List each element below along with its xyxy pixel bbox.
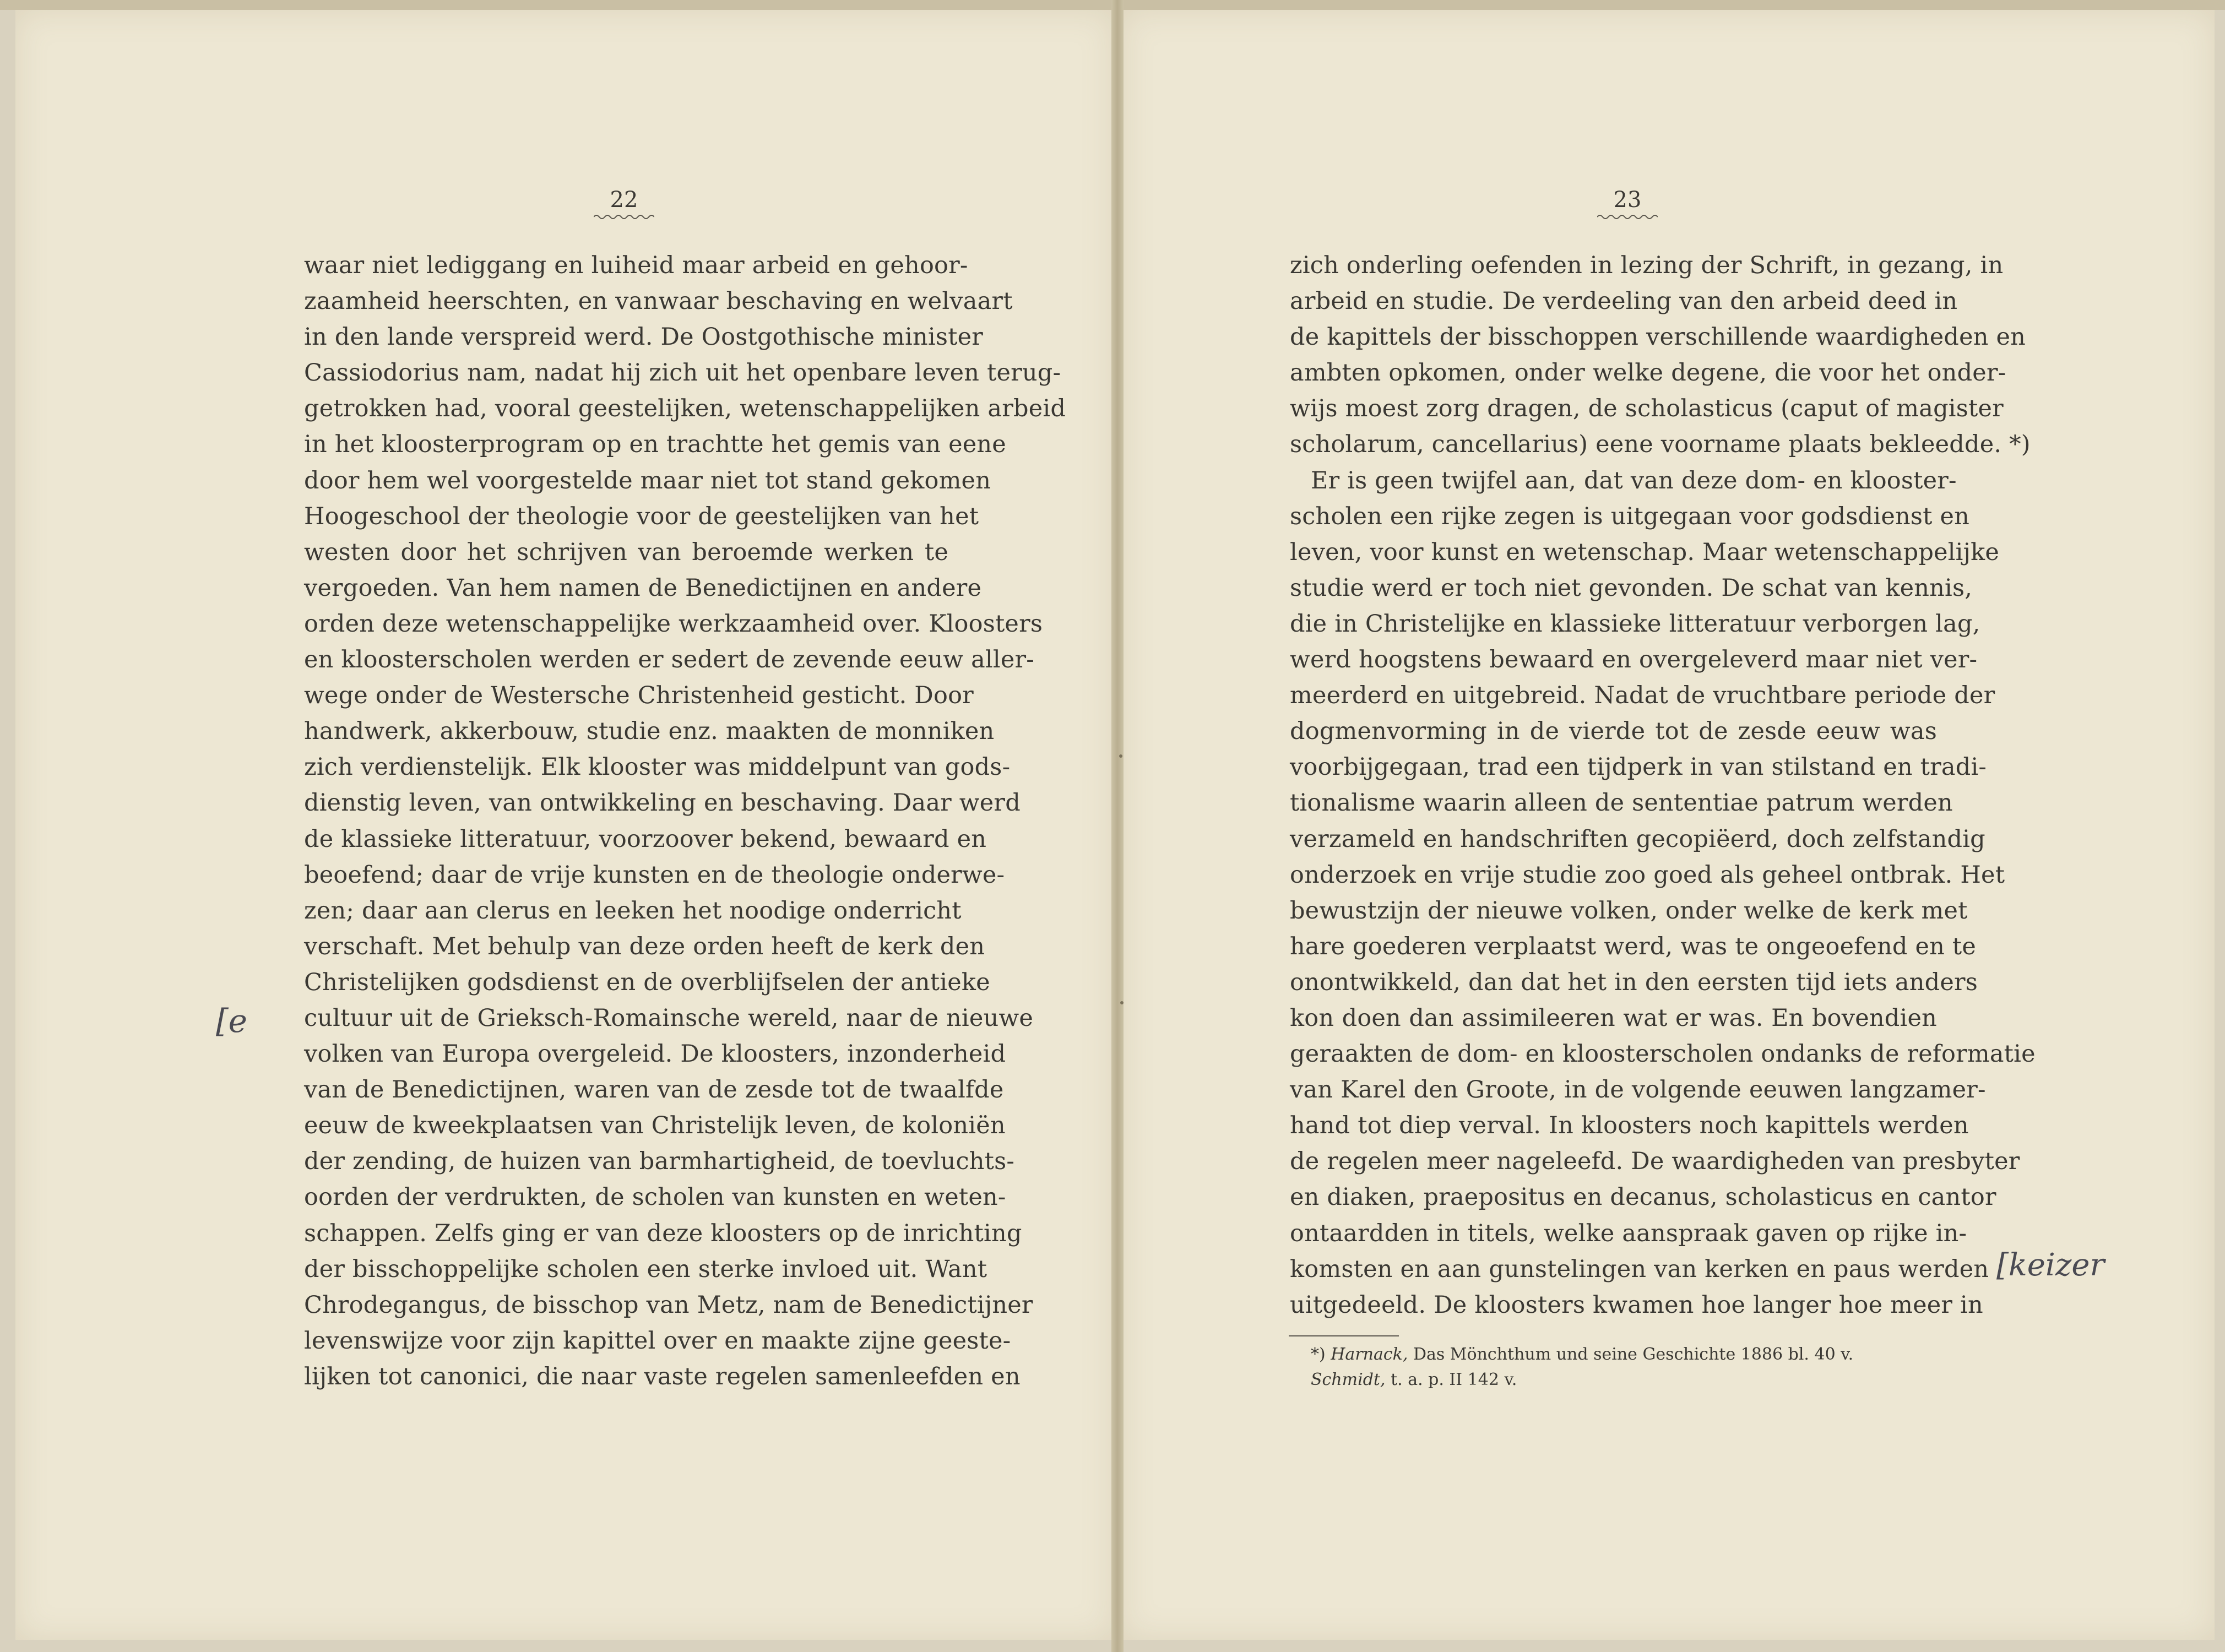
left-text-line: getrokken had, vooral geestelijken, wetenschappelijken arbeid xyxy=(304,395,1066,423)
right-text-line: ambten opkomen, onder welke degene, die voor het onder- xyxy=(1290,359,2006,387)
left-text-line: schappen. Zelfs ging er van deze kloosters op de inrichting xyxy=(304,1219,1022,1247)
right-text-line: scholarum, cancellarius) eene voorname plaats bekleedde. *) xyxy=(1290,431,2031,459)
left-text-line: Cassiodorius nam, nadat hij zich uit het openbare leven terug- xyxy=(304,359,1061,387)
right-text-line: onontwikkeld, dan dat het in den eersten tijd iets anders xyxy=(1290,968,1978,996)
right-text-line: geraakten de dom- en kloosterscholen ondanks de reformatie xyxy=(1290,1040,2036,1068)
footnotes xyxy=(1311,1342,1853,1393)
left-page-text xyxy=(304,248,1066,1395)
left-text-line: eeuw de kweekplaatsen van Christelijk leven, de koloniën xyxy=(304,1112,1006,1140)
right-text-line: tionalisme waarin alleen de sententiae patrum werden xyxy=(1290,789,1953,817)
right-text-line: verzameld en handschriften gecopiëerd, doch zelfstandig xyxy=(1290,825,1985,853)
left-text-line: in den lande verspreid werd. De Oostgothische minister xyxy=(304,323,983,351)
left-text-line: vergoeden. Van hem namen de Benedictijnen en andere xyxy=(304,574,982,602)
left-text-line: waar niet lediggang en luiheid maar arbeid en gehoor- xyxy=(304,252,968,279)
left-text-line: zaamheid heerschten, en vanwaar beschaving en welvaart xyxy=(304,287,1013,316)
right-margin-annotation: [keizer xyxy=(1996,1247,2105,1283)
footnote-2 xyxy=(1311,1367,1853,1393)
right-text-line: werd hoogstens bewaard en overgeleverd maar niet ver- xyxy=(1290,646,1978,674)
right-text-line: bewustzijn der nieuwe volken, onder welke de kerk met xyxy=(1290,896,1968,925)
footnote-2-author: Schmidt, xyxy=(1311,1370,1386,1389)
left-text-line: levenswijze voor zijn kapittel over en maakte zijne geeste- xyxy=(304,1327,1011,1355)
left-text-line: zich verdienstelijk. Elk klooster was middelpunt van gods- xyxy=(304,753,1011,781)
left-text-line: van de Benedictijnen, waren van de zesde tot de twaalfde xyxy=(304,1076,1004,1104)
left-text-line: der zending, de huizen van barmhartigheid, de toevluchts- xyxy=(304,1148,1015,1176)
left-page-number-text: 22 xyxy=(610,187,638,213)
right-text-line: dogmenvorming in de vierde tot de zesde eeuw was xyxy=(1290,718,1937,746)
left-page-number xyxy=(569,187,679,220)
left-text-line: cultuur uit de Grieksch-Romainsche wereld, naar de nieuwe xyxy=(304,1004,1034,1032)
right-page-number-text: 23 xyxy=(1613,187,1642,213)
left-text-line: dienstig leven, van ontwikkeling en beschaving. Daar werd xyxy=(304,789,1021,817)
right-text-line: wijs moest zorg dragen, de scholasticus (caput of magister xyxy=(1290,395,2004,423)
left-text-line: oorden der verdrukten, de scholen van kunsten en weten- xyxy=(304,1183,1006,1211)
right-text-line: en diaken, praepositus en decanus, scholasticus en cantor xyxy=(1290,1183,1996,1211)
left-text-line: Christelijken godsdienst en de overblijfselen der antieke xyxy=(304,968,990,996)
footnote-2-text: t. a. p. II 142 v. xyxy=(1391,1370,1517,1389)
footnote-marker: *) xyxy=(1311,1345,1326,1364)
right-page-number xyxy=(1572,187,1683,220)
right-text-line: hare goederen verplaatst werd, was te ongeoefend en te xyxy=(1290,932,1977,960)
right-text-line: scholen een rijke zegen is uitgegaan voor godsdienst en xyxy=(1290,502,1970,530)
footnote-1-author: Harnack, xyxy=(1331,1345,1408,1364)
gutter-mark xyxy=(1119,754,1122,758)
right-text-line: meerderd en uitgebreid. Nadat de vruchtbare periode der xyxy=(1290,682,1995,710)
left-text-line: wege onder de Westersche Christenheid gesticht. Door xyxy=(304,682,974,710)
right-page-text xyxy=(1290,248,2036,1323)
right-text-line: uitgedeeld. De kloosters kwamen hoe langer hoe meer in xyxy=(1290,1291,1983,1319)
right-text-line: studie werd er toch niet gevonden. De schat van kennis, xyxy=(1290,574,1973,602)
left-text-line: westen door het schrijven van beroemde werken te xyxy=(304,538,948,566)
right-text-line: van Karel den Groote, in de volgende eeuwen langzamer- xyxy=(1290,1076,1986,1104)
right-text-line: hand tot diep verval. In kloosters noch kapittels werden xyxy=(1290,1112,1969,1140)
left-text-line: en kloosterscholen werden er sedert de zevende eeuw aller- xyxy=(304,646,1034,674)
right-text-line: kon doen dan assimileeren wat er was. En bovendien xyxy=(1290,1004,1937,1032)
left-text-line: de klassieke litteratuur, voorzoover bekend, bewaard en xyxy=(304,825,987,853)
right-text-line: de regelen meer nageleefd. De waardigheden van presbyter xyxy=(1290,1148,2020,1176)
left-text-line: volken van Europa overgeleid. De kloosters, inzonderheid xyxy=(304,1040,1006,1068)
left-text-line: in het kloosterprogram op en trachtte het gemis van eene xyxy=(304,431,1006,459)
left-text-line: Chrodegangus, de bisschop van Metz, nam de Benedictijner xyxy=(304,1291,1033,1319)
left-text-line: beoefend; daar de vrije kunsten en de theologie onderwe- xyxy=(304,861,1005,889)
left-text-line: der bisschoppelijke scholen een sterke invloed uit. Want xyxy=(304,1255,987,1283)
footnote-1-text: Das Mönchthum und seine Geschichte 1886 bl. 40 v. xyxy=(1413,1345,1854,1364)
right-page-number-ornament xyxy=(1597,214,1658,220)
right-text-line: die in Christelijke en klassieke litteratuur verborgen lag, xyxy=(1290,610,1980,638)
left-text-line: door hem wel voorgestelde maar niet tot stand gekomen xyxy=(304,466,991,494)
footnote-rule xyxy=(1289,1335,1399,1336)
footnote-1 xyxy=(1311,1342,1853,1367)
right-text-line: de kapittels der bisschoppen verschillende waardigheden en xyxy=(1290,323,2026,351)
left-text-line: zen; daar aan clerus en leeken het noodige onderricht xyxy=(304,896,962,925)
left-text-line: lijken tot canonici, die naar vaste regelen samenleefden en xyxy=(304,1362,1021,1390)
right-text-line: Er is geen twijfel aan, dat van deze dom- en klooster- xyxy=(1311,466,1957,494)
right-text-line: leven, voor kunst en wetenschap. Maar wetenschappelijke xyxy=(1290,538,2000,566)
book-gutter xyxy=(1111,0,1124,1652)
left-text-line: verschaft. Met behulp van deze orden heeft de kerk den xyxy=(304,932,985,960)
left-margin-annotation: [e xyxy=(216,1002,247,1040)
left-text-line: orden deze wetenschappelijke werkzaamheid over. Kloosters xyxy=(304,610,1043,638)
left-text-line: Hoogeschool der theologie voor de geestelijken van het xyxy=(304,502,979,530)
right-text-line: zich onderling oefenden in lezing der Schrift, in gezang, in xyxy=(1290,252,2004,279)
right-text-line: ontaardden in titels, welke aanspraak gaven op rijke in- xyxy=(1290,1219,1967,1247)
left-text-line: handwerk, akkerbouw, studie enz. maakten de monniken xyxy=(304,718,995,746)
right-text-line: voorbijgegaan, trad een tijdperk in van stilstand en tradi- xyxy=(1290,753,1987,781)
right-text-line: komsten en aan gunstelingen van kerken en paus werden xyxy=(1290,1255,1989,1283)
right-text-line: onderzoek en vrije studie zoo goed als geheel ontbrak. Het xyxy=(1290,861,2005,889)
right-text-line: arbeid en studie. De verdeeling van den arbeid deed in xyxy=(1290,287,1958,316)
gutter-mark xyxy=(1120,1001,1124,1004)
left-page-number-ornament xyxy=(594,214,654,220)
